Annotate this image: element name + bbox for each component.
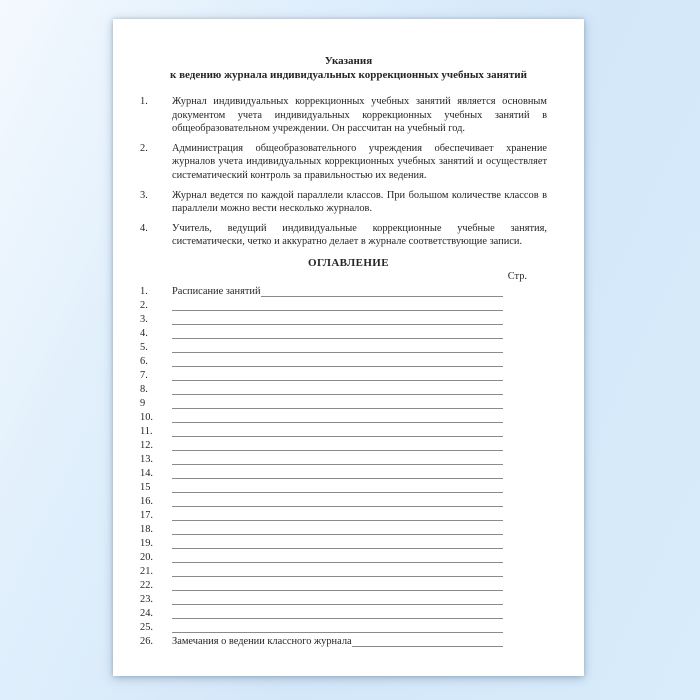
toc-row-underline [172,548,503,549]
toc-row-line [172,366,503,368]
instruction-item [140,95,547,136]
toc-row-underline [172,408,503,409]
toc-row-label: Расписание занятий [172,285,261,297]
document-page [113,19,584,676]
toc-row-line [172,618,503,620]
toc-row-line [172,380,503,382]
toc-row-number: 16. [140,495,153,507]
toc-row [140,312,503,326]
toc-row-underline [172,380,503,381]
toc-row-line [172,464,503,466]
toc-row-line [172,548,503,550]
document-title-line2: к ведению журнала индивидуальных коррекционных учебных занятий [170,69,527,81]
toc-row [140,550,503,564]
toc-row-underline [172,492,503,493]
toc-row-number: 6. [140,355,148,367]
toc-row-number: 11. [140,425,153,437]
document-title [140,54,557,82]
toc-row [140,382,503,396]
toc-row [140,494,503,508]
toc-row [140,480,503,494]
instruction-number: 4. [140,222,148,234]
toc-row [140,410,503,424]
toc-row [140,592,503,606]
toc-row-number: 5. [140,341,148,353]
toc-row [140,438,503,452]
toc-row-line [172,422,503,424]
toc-row [140,508,503,522]
toc-row-number: 24. [140,607,153,619]
toc-row [140,522,503,536]
toc-row-number: 26. [140,635,153,647]
instruction-text: Журнал ведется по каждой параллели классов. При большом количестве классов в параллели можно вести несколько журналов. [172,189,547,215]
instruction-text: Журнал индивидуальных коррекционных учебных занятий является основным документом учета индивидуальных коррекционных учебных занятий в общеобразовательном учреждении. Он рассчитан на учебный год. [172,96,547,135]
toc-row-underline [172,534,503,535]
toc-rows [140,284,503,648]
toc-row [140,326,503,340]
toc-heading: ОГЛАВЛЕНИЕ [308,256,389,269]
toc-row-underline [172,590,503,591]
toc-row [140,424,503,438]
toc-row-number: 1. [140,285,148,297]
toc-row-number: 20. [140,551,153,563]
toc-row-underline [172,310,503,311]
toc-row-number: 23. [140,593,153,605]
toc-row-line [172,478,503,480]
document-title-line1: Указания [324,55,373,67]
toc-row [140,368,503,382]
instruction-number: 1. [140,96,148,107]
toc-row-number: 22. [140,579,153,591]
instruction-number: 3. [140,189,148,201]
toc-row-number: 21. [140,565,153,577]
toc-row-number: 19. [140,537,153,549]
toc-row [140,620,503,634]
instruction-text: Учитель, ведущий индивидуальные коррекционные учебные занятия, систематически, четко и аккуратно делает в журнале соответствующие записи. [172,222,547,248]
toc-row-underline [172,422,503,423]
toc-row-line [172,285,503,298]
toc-row-underline [172,506,503,507]
toc-row-underline [172,464,503,465]
toc-row-underline [172,562,503,563]
toc-row-number: 17. [140,509,153,521]
toc-row-line [172,576,503,578]
toc-row-number: 4. [140,327,148,339]
toc-row-underline [172,366,503,367]
toc-row-underline [172,520,503,521]
toc-row-number: 25. [140,621,153,633]
toc-row-number: 3. [140,313,148,325]
toc-row [140,396,503,410]
toc-row-underline [172,436,503,437]
toc-row [140,284,503,298]
toc-row-line [172,394,503,396]
toc-row-number: 15 [140,481,151,493]
toc-row-underline [172,324,503,325]
toc-row-line [172,534,503,536]
toc-row-line [172,562,503,564]
toc-row-line [172,450,503,452]
toc-row-underline [172,632,503,633]
toc-row [140,564,503,578]
toc-row-underline [172,604,503,605]
toc-row-line [172,506,503,508]
toc-row-underline [172,478,503,479]
toc-row-underline [172,450,503,451]
instruction-item [140,189,547,216]
toc-row-line [172,520,503,522]
toc-row-line [172,310,503,312]
toc-row-number: 2. [140,299,148,311]
toc-row [140,452,503,466]
toc-page-column-label: Стр. [507,270,527,282]
toc-row [140,466,503,480]
toc-row-line [172,338,503,340]
toc-row-number: 14. [140,467,153,479]
toc-row-underline [352,646,503,647]
toc-row-label: Замечания о ведении классного журнала [172,635,352,647]
toc-row-line [172,408,503,410]
toc-row-underline [172,394,503,395]
toc-row-line [172,590,503,592]
instruction-item [140,142,547,183]
instruction-number: 2. [140,142,148,154]
toc-row-line [172,492,503,494]
toc-row-underline [172,576,503,577]
toc-row-line [172,632,503,634]
toc-row [140,298,503,312]
toc-row-line [172,635,503,648]
toc-row-underline [172,352,503,353]
instruction-text: Администрация общеобразовательного учреждения обеспечивает хранение журналов учета индивидуальных коррекционных учебных занятий и осуществляет систематический контроль за правильностью их ведения. [172,142,547,181]
toc-row-number: 18. [140,523,153,535]
toc-row-number: 9 [140,397,146,409]
toc-row-underline [172,618,503,619]
toc-row [140,634,503,648]
toc-row-underline [261,296,503,297]
toc-row [140,536,503,550]
toc-row [140,354,503,368]
toc-row-number: 7. [140,369,148,381]
toc-row-number: 13. [140,453,153,465]
toc-row-line [172,324,503,326]
toc-row-line [172,352,503,354]
instruction-item [140,222,547,249]
toc-row-number: 10. [140,411,153,423]
toc-row [140,578,503,592]
toc-row-number: 8. [140,383,148,395]
toc-row-number: 12. [140,439,153,451]
toc-row-underline [172,338,503,339]
toc-row-line [172,436,503,438]
toc-row [140,606,503,620]
instructions-list [140,95,547,249]
toc-row [140,340,503,354]
toc-row-line [172,604,503,606]
